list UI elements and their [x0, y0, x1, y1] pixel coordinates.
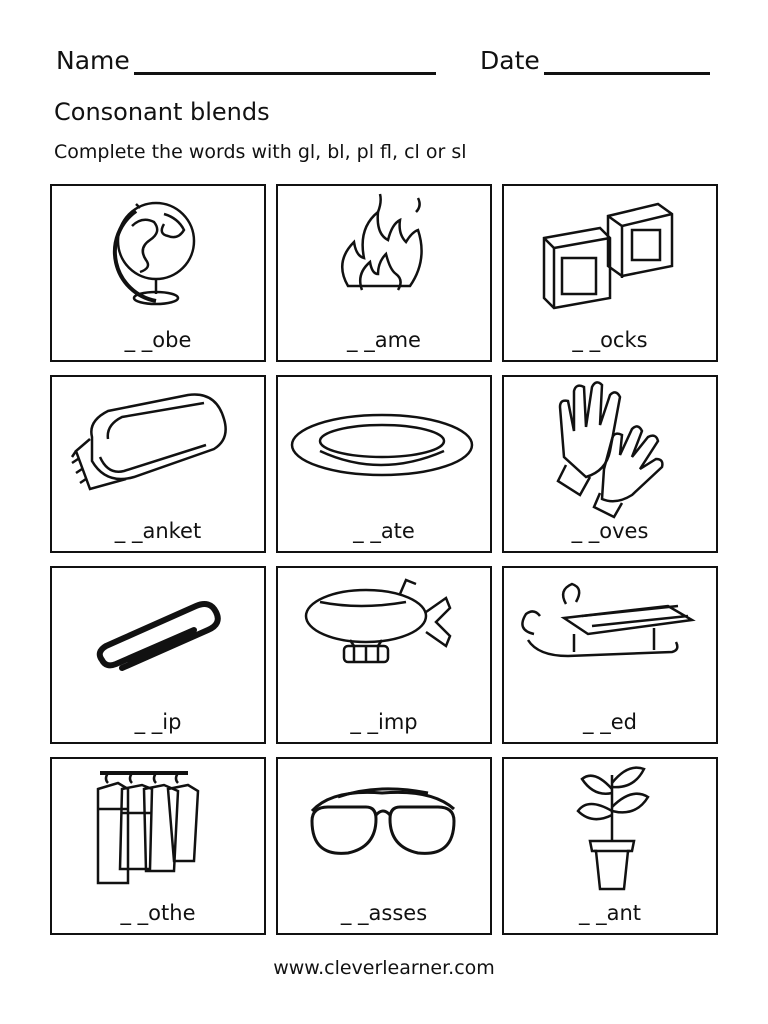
card-word[interactable]: _ _ocks: [572, 328, 648, 352]
card-word[interactable]: _ _imp: [350, 710, 418, 734]
name-field[interactable]: [56, 46, 436, 75]
blocks-icon: [504, 186, 716, 336]
card-word[interactable]: _ _anket: [114, 519, 202, 543]
card-flame: [276, 184, 492, 362]
date-line[interactable]: [544, 48, 710, 75]
card-word[interactable]: _ _ed: [583, 710, 637, 734]
name-line[interactable]: [134, 48, 436, 75]
card-word[interactable]: _ _ame: [347, 328, 421, 352]
name-label: Name: [56, 46, 130, 75]
card-clothes: [50, 757, 266, 935]
blanket-icon: [52, 377, 264, 527]
gloves-icon: [504, 377, 716, 527]
plate-icon: [278, 377, 490, 527]
plant-icon: [504, 759, 716, 909]
card-blanket: [50, 375, 266, 553]
card-word[interactable]: _ _ip: [134, 710, 182, 734]
footer-website: www.cleverlearner.com: [273, 957, 495, 979]
card-globe: [50, 184, 266, 362]
date-label: Date: [480, 46, 540, 75]
clothes-icon: [52, 759, 264, 909]
worksheet-title: Consonant blends: [54, 98, 270, 126]
card-blocks: [502, 184, 718, 362]
paperclip-icon: [52, 568, 264, 718]
card-paperclip: [50, 566, 266, 744]
card-blimp: [276, 566, 492, 744]
card-word[interactable]: _ _othe: [120, 901, 196, 925]
card-word[interactable]: _ _asses: [340, 901, 428, 925]
card-word[interactable]: _ _ate: [353, 519, 415, 543]
card-word[interactable]: _ _obe: [124, 328, 192, 352]
worksheet-header: [0, 0, 768, 180]
worksheet-instructions: Complete the words with gl, bl, pl fl, cl or sl: [54, 141, 467, 163]
blimp-icon: [278, 568, 490, 718]
date-field[interactable]: [480, 46, 710, 75]
sled-icon: [504, 568, 716, 718]
card-plate: [276, 375, 492, 553]
picture-word-grid: [50, 184, 718, 936]
card-word[interactable]: _ _oves: [571, 519, 649, 543]
globe-icon: [52, 186, 264, 336]
card-sled: [502, 566, 718, 744]
card-plant: [502, 757, 718, 935]
card-word[interactable]: _ _ant: [578, 901, 642, 925]
flame-icon: [278, 186, 490, 336]
glasses-icon: [278, 759, 490, 909]
card-gloves: [502, 375, 718, 553]
card-glasses: [276, 757, 492, 935]
